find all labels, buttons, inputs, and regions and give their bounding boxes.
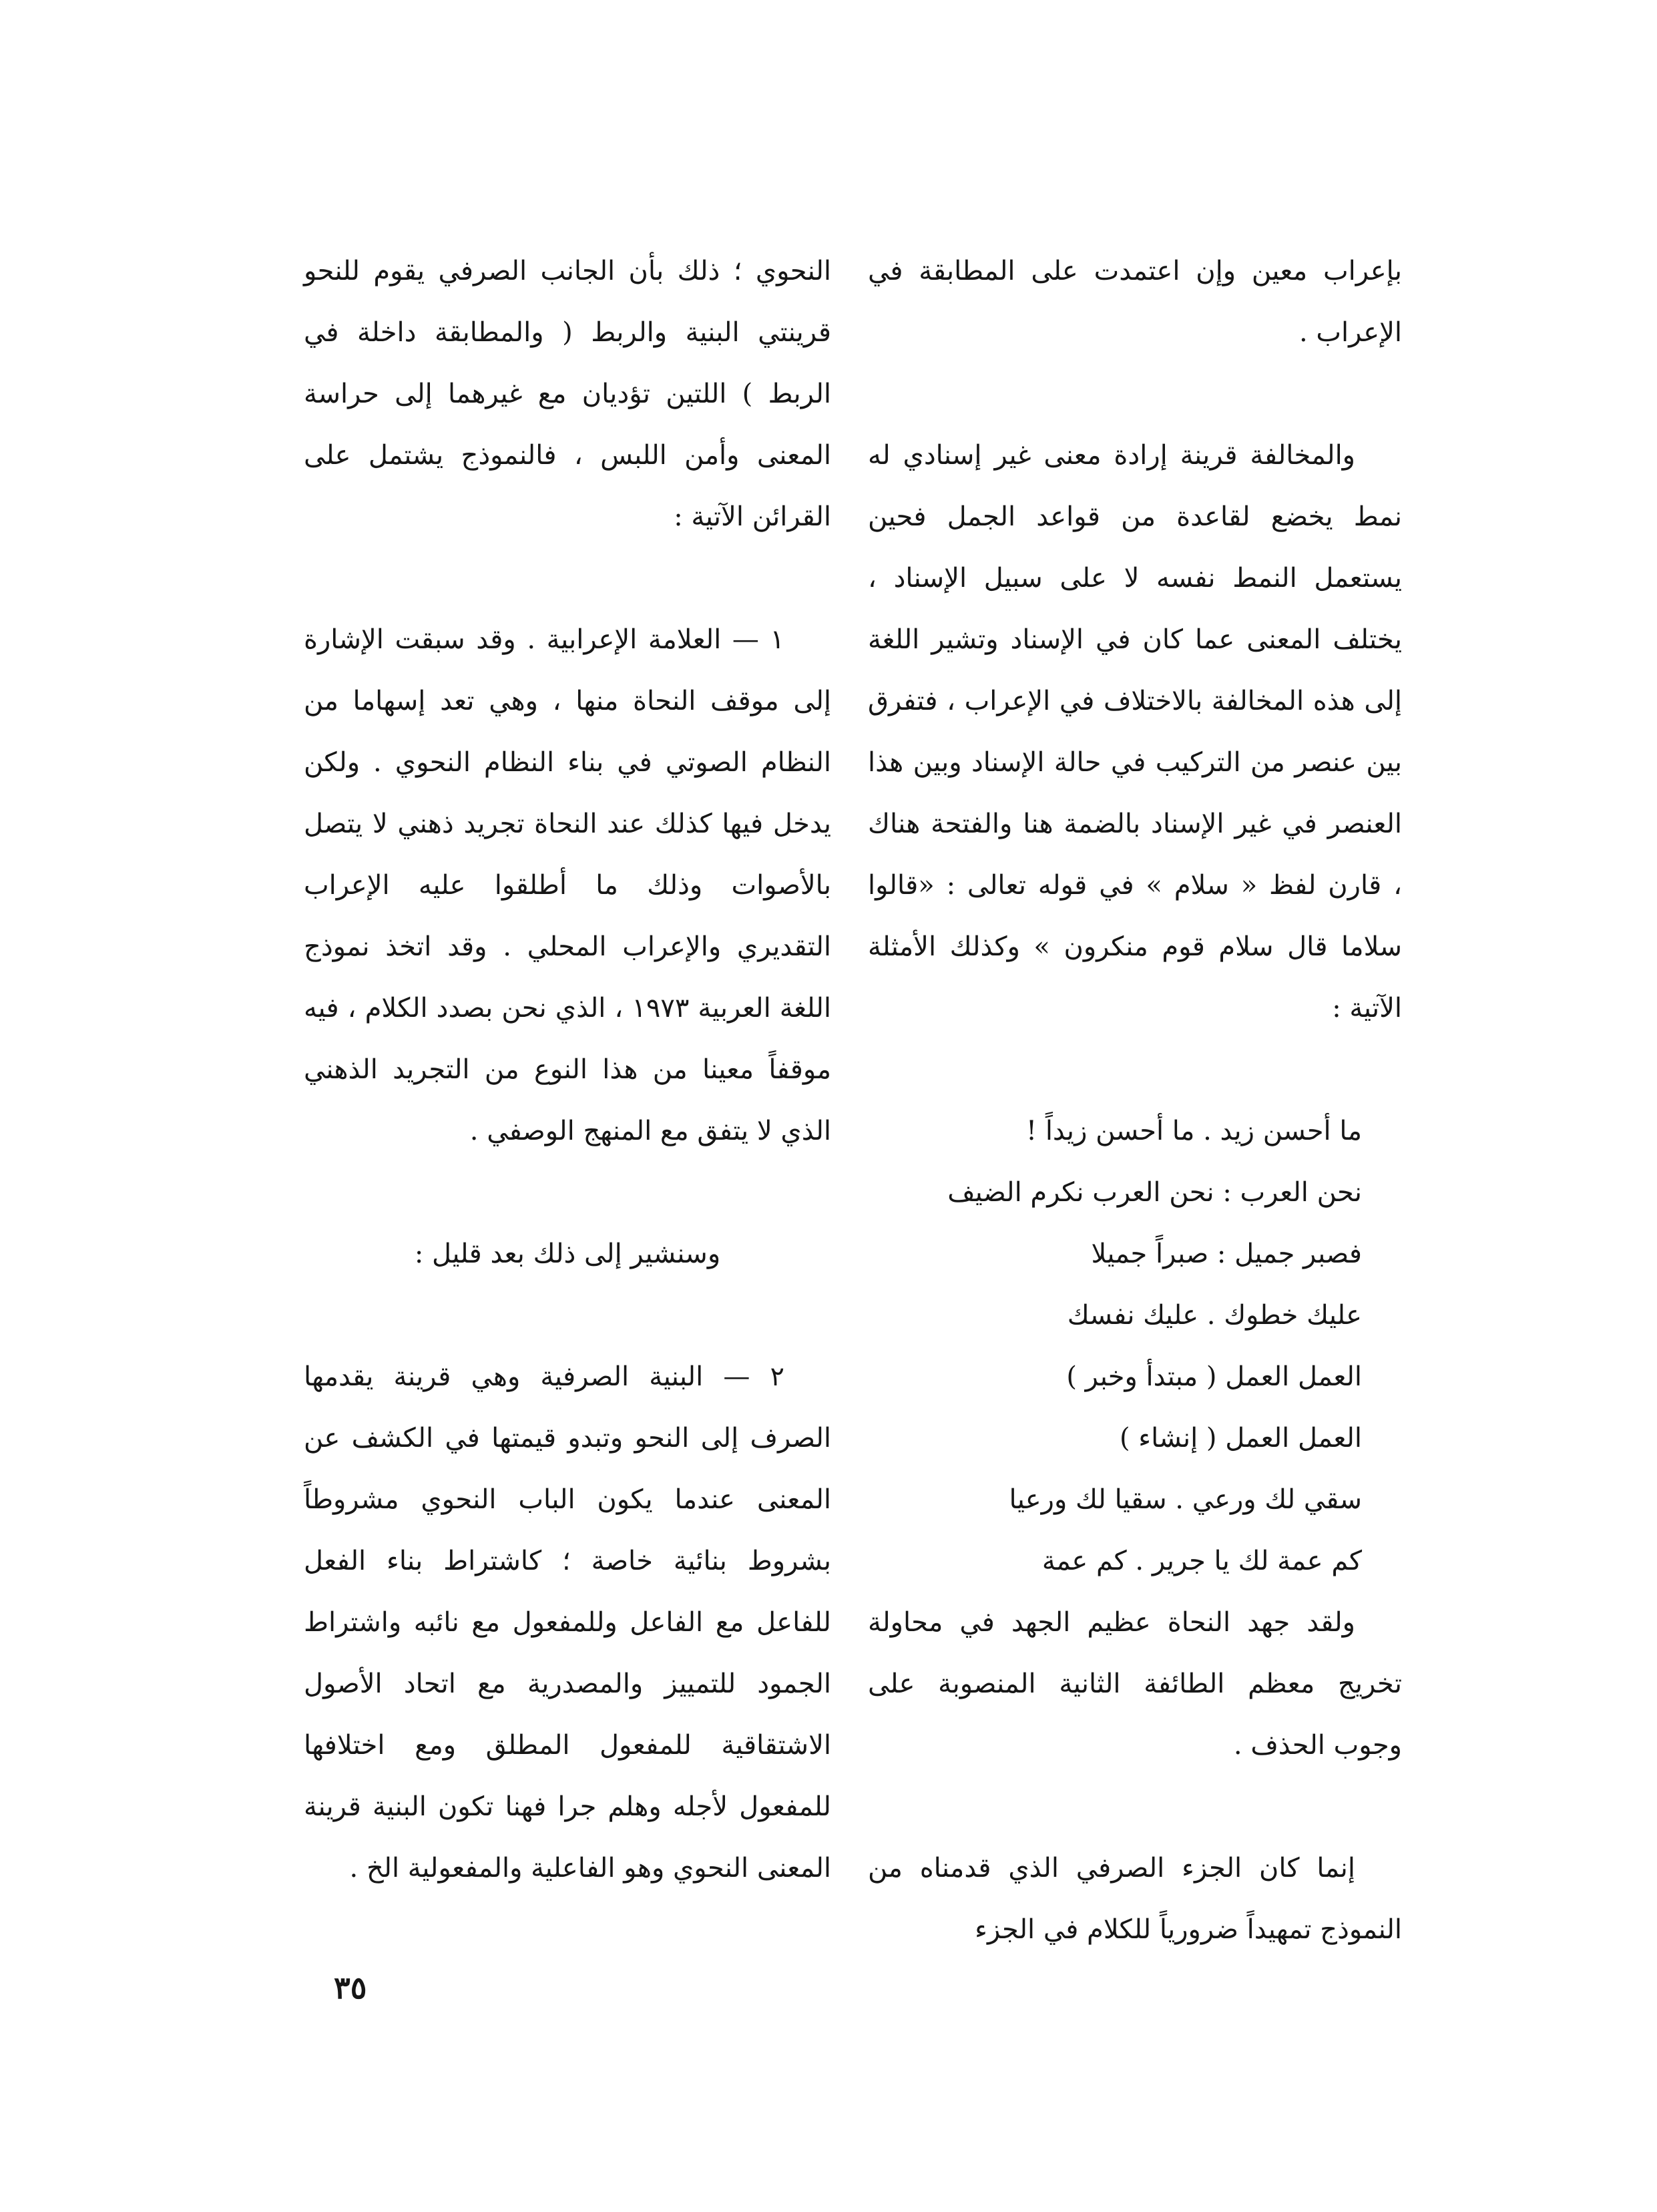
- page-number: ٣٥: [334, 1970, 367, 2006]
- example-line-4: عليك خطوك . عليك نفسك: [1067, 1300, 1362, 1331]
- example-line-8: كم عمة لك يا جرير . كم عمة: [1041, 1546, 1362, 1576]
- left-paragraph-3: وسنشير إلى ذلك بعد قليل :: [414, 1239, 721, 1269]
- example-line-7: سقي لك ورعي . سقيا لك ورعيا: [1009, 1484, 1362, 1515]
- example-line-1: ما أحسن زيد . ما أحسن زيداً !: [1026, 1116, 1362, 1146]
- example-line-3: فصبر جميل : صبراً جميلا: [1091, 1239, 1362, 1269]
- left-column: [304, 240, 831, 1899]
- right-paragraph-1: بإعراب معين وإن اعتمدت على المطابقة في الإعراب .: [868, 256, 1402, 348]
- right-column: [868, 240, 1402, 1960]
- example-line-6: العمل العمل ( إنشاء ): [1119, 1423, 1362, 1454]
- left-paragraph-4: ٢ — البنية الصرفية وهي قرينة يقدمها الصرف إلى النحو وتبدو قيمتها في الكشف عن المعنى عندما يكون الباب النحوي مشروطاً بشروط بنائية خاصة ؛ كاشتراط بناء الفعل للفاعل مع الفاعل وللمفعول مع نائبه واشتراط الجمود للتمييز والمصدرية مع اتحاد الأصول الاشتقاقية للمفعول المطلق ومع اختلافها للمفعول لأجله وهلم جرا فهنا تكون البنية قرينة المعنى النحوي وهو الفاعلية والمفعولية الخ .: [304, 1361, 832, 1884]
- right-paragraph-3: ولقد جهد النحاة عظيم الجهد في محاولة تخريج معظم الطائفة الثانية المنصوبة على وجوب الحذف .: [868, 1607, 1402, 1761]
- example-line-5: العمل العمل ( مبتدأ وخبر ): [1066, 1361, 1362, 1392]
- right-paragraph-4: إنما كان الجزء الصرفي الذي قدمناه من النموذج تمهيداً ضرورياً للكلام في الجزء: [868, 1853, 1402, 1945]
- example-line-2: نحن العرب : نحن العرب نكرم الضيف: [947, 1177, 1362, 1208]
- left-paragraph-1: النحوي ؛ ذلك بأن الجانب الصرفي يقوم للنحو قرينتي البنية والربط ( والمطابقة داخلة في الربط ) اللتين تؤديان مع غيرهما إلى حراسة المعنى وأمن اللبس ، فالنموذج يشتمل على القرائن الآتية :: [304, 256, 831, 532]
- left-paragraph-2: ١ — العلامة الإعرابية . وقد سبقت الإشارة إلى موقف النحاة منها ، وهي تعد إسهاما من النظام الصوتي في بناء النظام النحوي . ولكن يدخل فيها كذلك عند النحاة تجريد ذهني لا يتصل بالأصوات وذلك ما أطلقوا عليه الإعراب التقديري والإعراب المحلي . وقد اتخذ نموذج اللغة العربية ١٩٧٣ ، الذي نحن بصدد الكلام ، فيه موقفاً معينا من هذا النوع من التجريد الذهني الذي لا يتفق مع المنهج الوصفي .: [304, 624, 832, 1146]
- right-paragraph-2: والمخالفة قرينة إرادة معنى غير إسنادي له نمط يخضع لقاعدة من قواعد الجمل فحين يستعمل النمط نفسه لا على سبيل الإسناد ، يختلف المعنى عما كان في الإسناد وتشير اللغة إلى هذه المخالفة بالاختلاف في الإعراب ، فتفرق بين عنصر من التركيب في حالة الإسناد وبين هذا العنصر في غير الإسناد بالضمة هنا والفتحة هناك ، قارن لفظ « سلام » في قوله تعالى : «قالوا سلاما قال سلام قوم منكرون » وكذلك الأمثلة الآتية :: [868, 440, 1402, 1024]
